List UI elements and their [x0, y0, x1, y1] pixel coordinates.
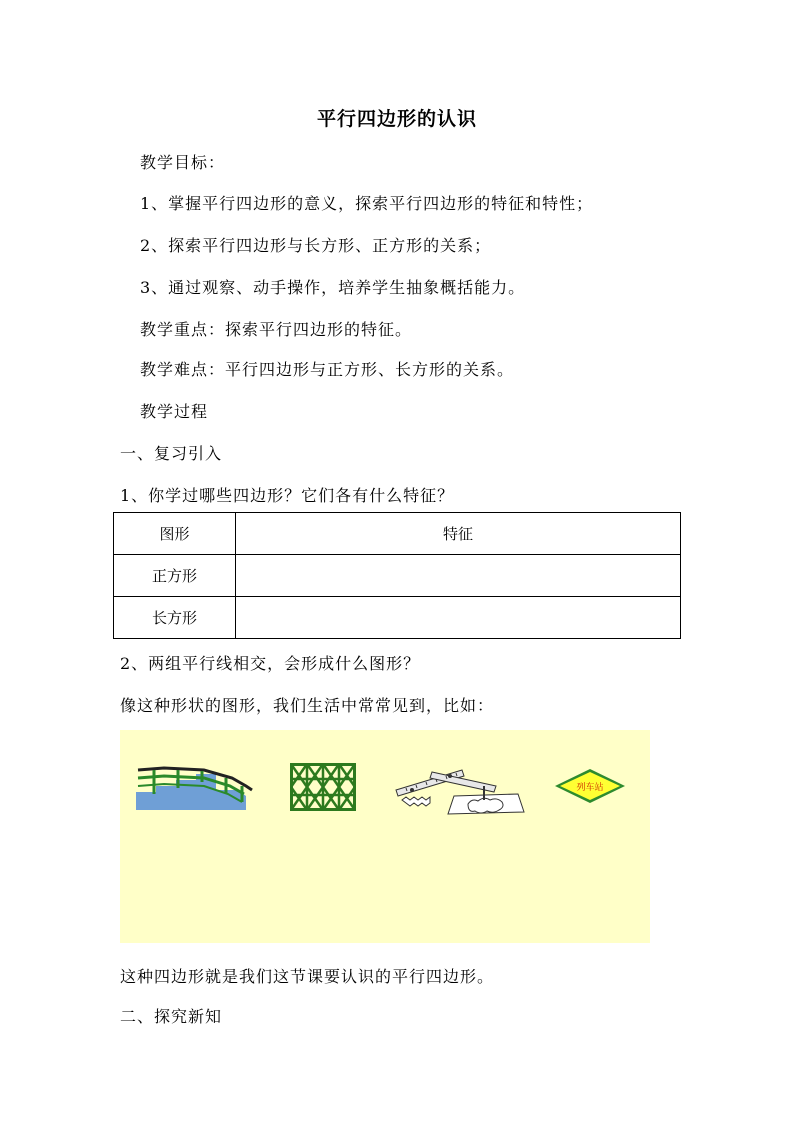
difficult-point: 教学难点：平行四边形与正方形、长方形的关系。: [140, 360, 515, 379]
objective-item-1: 1、掌握平行四边形的意义，探索平行四边形的特征和特性；: [140, 194, 594, 213]
table-row: [114, 555, 681, 597]
table-header-feature: 特征: [236, 513, 681, 555]
road-sign-label: 列车站: [576, 783, 604, 793]
stair-railing-icon: [134, 764, 256, 812]
section-heading-2: 二、探究新知: [120, 1007, 223, 1026]
objectives-heading: 教学目标：: [140, 153, 226, 172]
road-sign-icon: [554, 768, 626, 804]
objective-item-2: 2、探索平行四边形与长方形、正方形的关系；: [140, 236, 492, 255]
objective-item-3: 3、通过观察、动手操作，培养学生抽象概括能力。: [140, 278, 526, 297]
lattice-fence-icon: [290, 763, 356, 811]
conclusion-text: 这种四边形就是我们这节课要认识的平行四边形。: [120, 967, 495, 986]
question-2: 2、两组平行线相交，会形成什么图形？: [120, 654, 421, 673]
page-title: 平行四边形的认识: [316, 108, 477, 130]
table-cell-feature: [236, 597, 681, 639]
table-cell-feature: [236, 555, 681, 597]
process-heading: 教学过程: [140, 402, 209, 421]
table-header-shape: 图形: [114, 513, 236, 555]
table-cell-shape: 长方形: [114, 597, 236, 639]
key-point: 教学重点：探索平行四边形的特征。: [140, 320, 413, 339]
examples-image-panel: [120, 730, 650, 943]
feature-table: [113, 512, 681, 639]
table-header-row: [114, 513, 681, 555]
question-1: 1、你学过哪些四边形？它们各有什么特征？: [120, 486, 455, 505]
table-cell-shape: 正方形: [114, 555, 236, 597]
examples-intro: 像这种形状的图形，我们生活中常常见到，比如：: [120, 696, 495, 715]
table-row: [114, 597, 681, 639]
section-heading-1: 一、复习引入: [120, 444, 223, 463]
ruler-tools-icon: [392, 760, 528, 816]
